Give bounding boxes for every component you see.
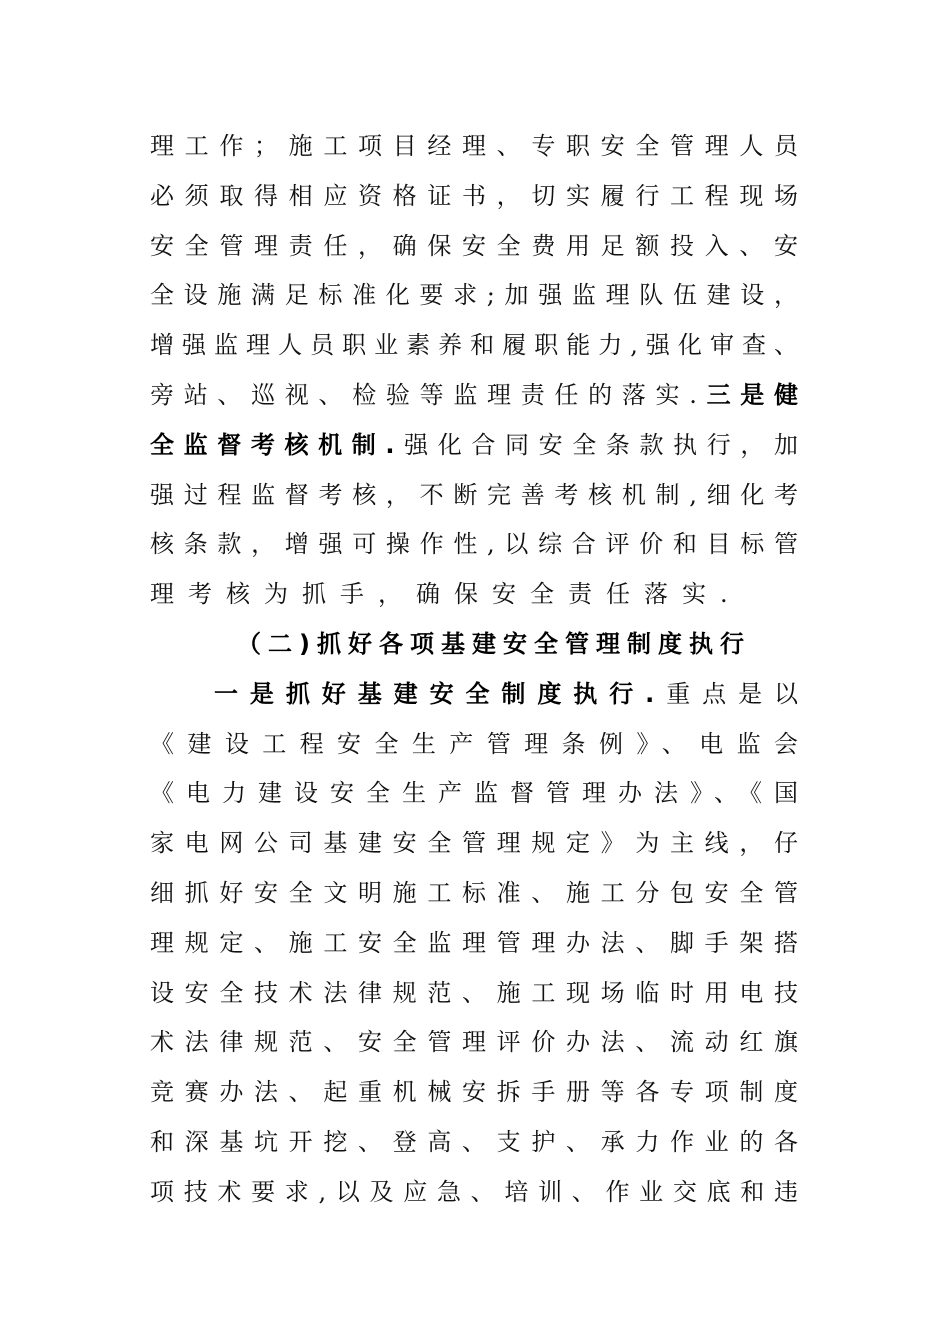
text-run: 竞赛办法、起重机械安拆手册等各专项制度 <box>150 1078 798 1107</box>
text-run: 必须取得相应资格证书，切实履行工程现场 <box>150 181 798 210</box>
bold-text: 全监督考核机制. <box>150 430 395 459</box>
text-line <box>150 869 798 919</box>
text-run: 细抓好安全文明施工标准、施工分包安全管 <box>150 878 798 907</box>
text-line <box>150 670 798 720</box>
text-run: 设安全技术法律规范、施工现场临时用电技 <box>150 978 798 1007</box>
text-run: 理考核为抓手，确保安全责任落实. <box>150 580 742 609</box>
bold-text: （二)抓好各项基建安全管理制度执行 <box>237 629 751 658</box>
bold-text: 一是抓好基建安全制度执行. <box>214 679 655 708</box>
bold-text: 三是健 <box>696 380 798 409</box>
text-run: 和深基坑开挖、登高、支护、承力作业的各 <box>150 1127 798 1156</box>
text-run: 全设施满足标准化要求;加强监理队伍建设， <box>150 281 798 310</box>
text-run: 增强监理人员职业素养和履职能力,强化审查、 <box>150 331 798 360</box>
text-line <box>150 271 798 321</box>
body-text <box>150 122 798 1218</box>
text-line <box>150 819 798 869</box>
text-run: 核条款，增强可操作性,以综合评价和目标管 <box>150 530 798 559</box>
text-run: 理工作；施工项目经理、专职安全管理人员 <box>150 132 798 160</box>
text-line <box>150 371 798 421</box>
text-run: 《建设工程安全生产管理条例》、电监会 <box>150 729 798 758</box>
text-line <box>150 1168 798 1218</box>
text-line <box>150 969 798 1019</box>
text-line <box>150 520 798 570</box>
text-line <box>150 769 798 819</box>
text-run: 重点是以 <box>654 679 798 708</box>
text-line <box>150 172 798 222</box>
text-line <box>150 471 798 521</box>
text-run: 安全管理责任，确保安全费用足额投入、安 <box>150 231 798 260</box>
text-line <box>150 919 798 969</box>
text-run: 强化合同安全条款执行，加 <box>394 430 798 459</box>
text-line <box>150 720 798 770</box>
text-line <box>150 1068 798 1118</box>
text-run: 家电网公司基建安全管理规定》为主线，仔 <box>150 829 798 858</box>
text-line <box>150 321 798 371</box>
section-heading <box>150 620 798 670</box>
text-line <box>150 122 798 172</box>
text-run: 项技术要求,以及应急、培训、作业交底和违 <box>150 1177 798 1206</box>
text-line <box>150 421 798 471</box>
text-run: 强过程监督考核，不断完善考核机制,细化考 <box>150 480 798 509</box>
text-run: 《电力建设安全生产监督管理办法》、《国 <box>150 779 798 808</box>
text-line <box>150 1018 798 1068</box>
text-line <box>150 222 798 272</box>
text-run: 旁站、巡视、检验等监理责任的落实. <box>150 380 697 409</box>
text-line <box>150 570 798 620</box>
text-run: 术法律规范、安全管理评价办法、流动红旗 <box>150 1028 798 1057</box>
text-line <box>150 1118 798 1168</box>
text-run: 理规定、施工安全监理管理办法、脚手架搭 <box>150 928 798 957</box>
